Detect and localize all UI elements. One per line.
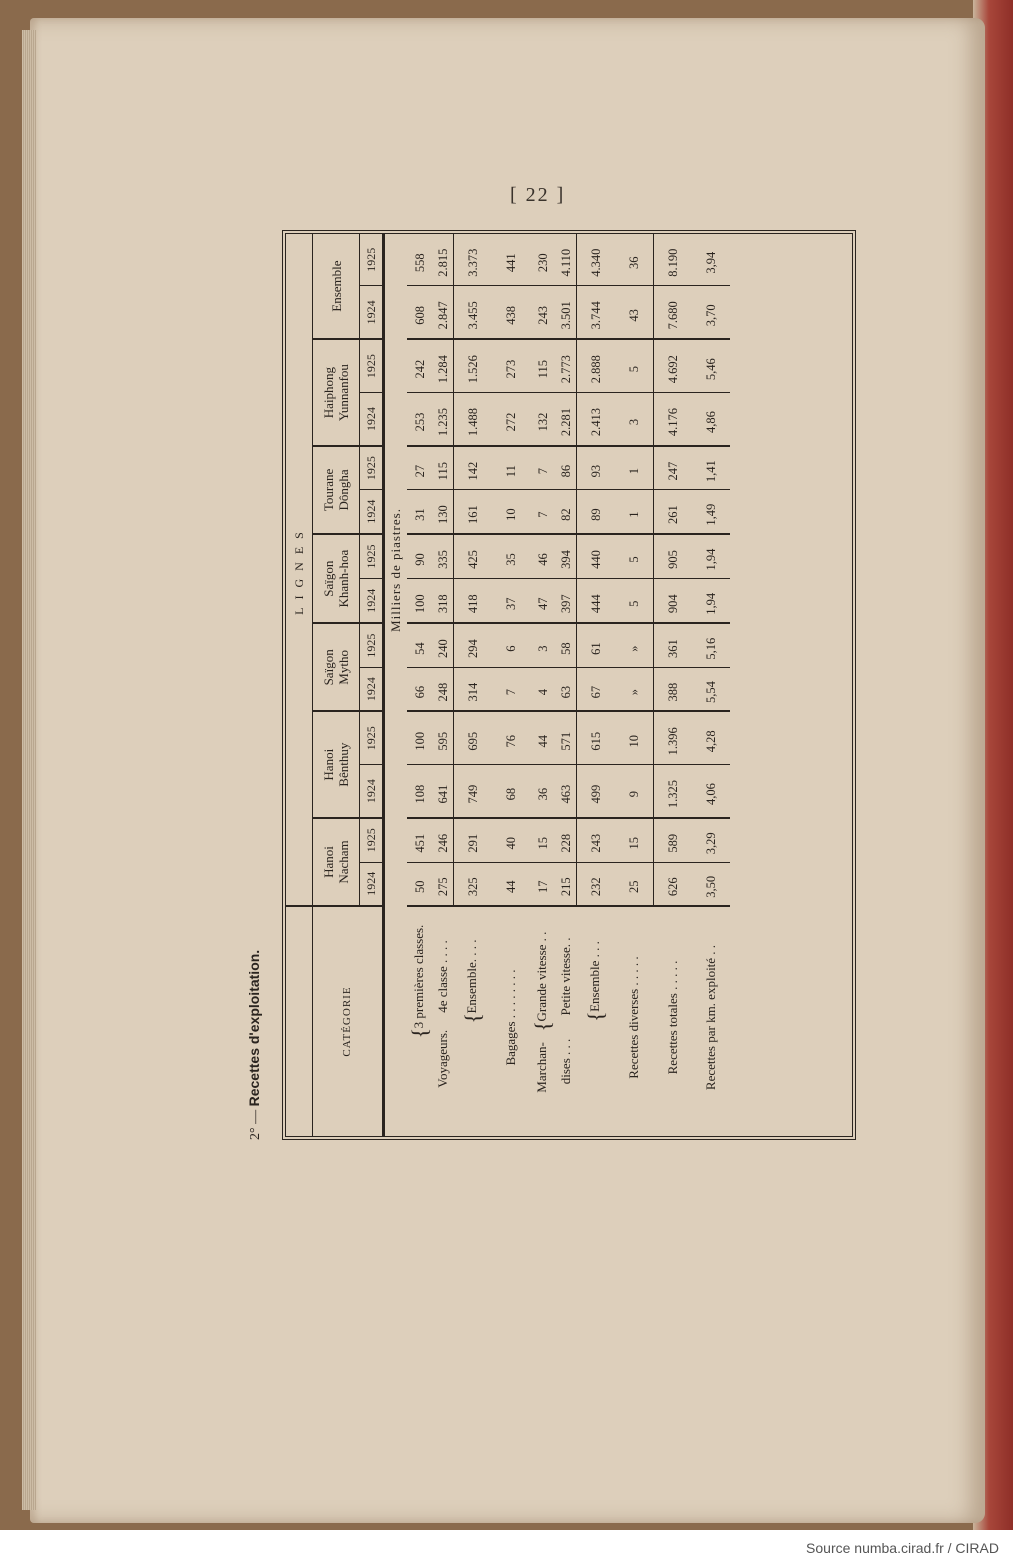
table-cell: 132	[530, 393, 556, 446]
table-cell: 425	[454, 534, 493, 579]
table-cell: 232	[577, 862, 616, 906]
table-cell: 695	[454, 711, 493, 764]
table-row: {Ensemble. . . . 325 291 749 695 314 294 418 425 161 142 1.488 1.526 3.455 3.373	[454, 234, 493, 1136]
table-cell: 2.815	[433, 234, 454, 286]
table-cell: 749	[454, 765, 493, 818]
table-cell: 1.284	[433, 339, 454, 392]
section-title: Recettes d'exploitation.	[246, 949, 262, 1107]
year-header: 1925	[360, 534, 384, 579]
table-cell: 2.888	[577, 339, 616, 392]
table-cell: 291	[454, 818, 493, 862]
table-cell: 558	[407, 234, 433, 286]
table-cell: 5,54	[692, 667, 730, 711]
table-row	[556, 234, 577, 1136]
table-cell: 142	[454, 446, 493, 490]
table-cell: 5,16	[692, 623, 730, 667]
table-cell: 44	[492, 862, 530, 906]
table-row	[692, 234, 730, 1136]
row-label: Bagages . . . . . . . .	[503, 969, 518, 1066]
table-cell: 1.396	[654, 711, 693, 764]
table-cell: 36	[615, 234, 654, 286]
year-header: 1924	[360, 579, 384, 624]
year-header: 1924	[360, 667, 384, 711]
table-cell: 7	[530, 490, 556, 534]
table-row: {3 premières classes. 50 451 108 100 66 54 100 90 31 27 253 242 608 558	[407, 234, 433, 1136]
year-header: 1925	[360, 234, 384, 286]
table-cell: 261	[654, 490, 693, 534]
table-cell: 2.773	[556, 339, 577, 392]
row-label: Recettes diverses . . . . .	[626, 956, 642, 1079]
line-header: Haiphong Yunnanfou	[313, 339, 360, 446]
table-cell: 11	[492, 446, 530, 490]
table-cell: 90	[407, 534, 433, 579]
table-cell: 438	[492, 286, 530, 339]
line-header: Ensemble	[313, 234, 360, 339]
table-cell: 25	[615, 862, 654, 906]
table-cell: 27	[407, 446, 433, 490]
table-cell: 499	[577, 765, 616, 818]
table-cell: 397	[556, 579, 577, 624]
table-row: {Ensemble . . . 232 243 499 615 67 61 444 440 89 93 2.413 2.888 3.744 4.340	[577, 234, 616, 1136]
table-cell: 15	[615, 818, 654, 862]
category-header: CATÉGORIE	[313, 906, 384, 1136]
table-cell: 10	[492, 490, 530, 534]
table-cell: 43	[615, 286, 654, 339]
row-label: Recettes par km. exploité . .	[703, 944, 718, 1091]
table-cell: 5,46	[692, 339, 730, 392]
table-cell: 58	[556, 623, 577, 667]
table-cell: 9	[615, 765, 654, 818]
table-cell: 1.235	[433, 393, 454, 446]
table-cell: 248	[433, 667, 454, 711]
table-cell: 230	[530, 234, 556, 286]
table-cell: 61	[577, 623, 616, 667]
row-label: 3 premières classes.	[410, 924, 426, 1029]
table-cell: »	[615, 667, 654, 711]
line-names-row	[313, 234, 360, 1136]
table-cell: 275	[433, 862, 454, 906]
table-cell: 595	[433, 711, 454, 764]
table-cell: 76	[492, 711, 530, 764]
year-header: 1924	[360, 490, 384, 534]
table-cell: 2.847	[433, 286, 454, 339]
table-frame	[282, 230, 856, 1140]
year-header: 1924	[360, 393, 384, 446]
table-cell: 615	[577, 711, 616, 764]
table-cell: 4.340	[577, 234, 616, 286]
line-header: Saïgon Khanh-hoa	[313, 534, 360, 623]
table-cell: 608	[407, 286, 433, 339]
table-cell: 4.110	[556, 234, 577, 286]
page-edges	[22, 30, 36, 1510]
year-header: 1924	[360, 862, 384, 906]
table-cell: 100	[407, 711, 433, 764]
table-cell: 5	[615, 534, 654, 579]
table-cell: 571	[556, 711, 577, 764]
table-cell: 8.190	[654, 234, 693, 286]
row-label: 4e classe . . . .	[435, 940, 451, 1013]
table-cell: 54	[407, 623, 433, 667]
table-cell: 5	[615, 579, 654, 624]
table-cell: 44	[530, 711, 556, 764]
table-cell: 3.501	[556, 286, 577, 339]
table-cell: 161	[454, 490, 493, 534]
table-cell: 440	[577, 534, 616, 579]
table-cell: 130	[433, 490, 454, 534]
table-cell: 3,70	[692, 286, 730, 339]
section-number: 2°	[248, 1127, 263, 1140]
table-cell: 100	[407, 579, 433, 624]
table-cell: 273	[492, 339, 530, 392]
table-cell: 451	[407, 818, 433, 862]
table-cell: 3.373	[454, 234, 493, 286]
table-cell: 4,06	[692, 765, 730, 818]
table-cell: 2.281	[556, 393, 577, 446]
table-cell: 4	[530, 667, 556, 711]
table-cell: 3,50	[692, 862, 730, 906]
table-cell: 243	[530, 286, 556, 339]
table-cell: 272	[492, 393, 530, 446]
table-cell: 4,86	[692, 393, 730, 446]
group-label: dises . . .	[558, 1038, 574, 1085]
table-cell: 46	[530, 534, 556, 579]
year-header: 1924	[360, 286, 384, 339]
row-label: Grande vitesse . .	[533, 931, 549, 1022]
table-cell: 10	[615, 711, 654, 764]
table-cell: 361	[654, 623, 693, 667]
year-header: 1925	[360, 446, 384, 490]
table-cell: 3,29	[692, 818, 730, 862]
table-cell: 641	[433, 765, 454, 818]
table-cell: 1,94	[692, 579, 730, 624]
table-cell: 1,94	[692, 534, 730, 579]
table-row	[615, 234, 654, 1136]
line-header: Saïgon Mytho	[313, 623, 360, 711]
table-cell: 3.744	[577, 286, 616, 339]
table-cell: 7	[492, 667, 530, 711]
group-label: Voyageurs.	[435, 1029, 451, 1088]
table-row	[433, 234, 454, 1136]
lines-header: LIGNES	[286, 234, 313, 906]
year-header: 1925	[360, 623, 384, 667]
table-cell: 17	[530, 862, 556, 906]
table-cell: 441	[492, 234, 530, 286]
table-cell: 7	[530, 446, 556, 490]
table-cell: 31	[407, 490, 433, 534]
table-cell: 82	[556, 490, 577, 534]
table-cell: 1	[615, 490, 654, 534]
table-cell: 7.680	[654, 286, 693, 339]
table-cell: 66	[407, 667, 433, 711]
table-cell: 1,41	[692, 446, 730, 490]
rotated-content	[210, 220, 870, 1150]
page-number: [ 22 ]	[510, 184, 566, 206]
table-cell: 444	[577, 579, 616, 624]
table-cell: 335	[433, 534, 454, 579]
line-header: Tourane Dôngha	[313, 446, 360, 534]
table-cell: 253	[407, 393, 433, 446]
table-cell: 35	[492, 534, 530, 579]
table-cell: 1,49	[692, 490, 730, 534]
table-cell: 3,94	[692, 234, 730, 286]
table-cell: 463	[556, 765, 577, 818]
table-cell: 904	[654, 579, 693, 624]
table-cell: 1.325	[654, 765, 693, 818]
section-dash: —	[248, 1109, 263, 1124]
table-cell: 5	[615, 339, 654, 392]
table-cell: 3	[530, 623, 556, 667]
table-cell: 68	[492, 765, 530, 818]
table-cell: 47	[530, 579, 556, 624]
table-cell: 3.455	[454, 286, 493, 339]
row-label: Petite vitesse. .	[558, 937, 574, 1016]
table-cell: 243	[577, 818, 616, 862]
table-cell: 50	[407, 862, 433, 906]
table-cell: 3	[615, 393, 654, 446]
table-cell: 37	[492, 579, 530, 624]
table-cell: 247	[654, 446, 693, 490]
table-cell: 4.176	[654, 393, 693, 446]
section-heading	[246, 950, 264, 1140]
source-credit: Source numba.cirad.fr / CIRAD	[806, 1540, 999, 1556]
lines-header-row	[286, 234, 313, 1136]
table-row	[654, 234, 693, 1136]
table-cell: 388	[654, 667, 693, 711]
table-cell: 86	[556, 446, 577, 490]
table-cell: 418	[454, 579, 493, 624]
row-label: Ensemble. . . .	[463, 939, 479, 1014]
table-cell: 2.413	[577, 393, 616, 446]
table-cell: 15	[530, 818, 556, 862]
table-cell: 6	[492, 623, 530, 667]
year-header: 1924	[360, 765, 384, 818]
table-cell: 589	[654, 818, 693, 862]
row-label: Recettes totales . . . . .	[664, 960, 680, 1075]
line-header: Hanoi Nacham	[313, 818, 360, 906]
table-cell: 115	[433, 446, 454, 490]
table-cell: »	[615, 623, 654, 667]
table-cell: 905	[654, 534, 693, 579]
unit-note: Milliers de piastres.	[388, 508, 403, 632]
year-header: 1925	[360, 711, 384, 764]
table-cell: 228	[556, 818, 577, 862]
row-label: Ensemble . . .	[586, 941, 602, 1012]
table-cell: 318	[433, 579, 454, 624]
table-cell: 314	[454, 667, 493, 711]
table-cell: 93	[577, 446, 616, 490]
table-cell: 626	[654, 862, 693, 906]
table-cell: 67	[577, 667, 616, 711]
receipts-table	[286, 234, 730, 1136]
line-header: Hanoi Bênthuy	[313, 711, 360, 818]
table-cell: 36	[530, 765, 556, 818]
table-cell: 242	[407, 339, 433, 392]
table-cell: 294	[454, 623, 493, 667]
table-cell: 4.692	[654, 339, 693, 392]
table-cell: 115	[530, 339, 556, 392]
table-cell: 89	[577, 490, 616, 534]
table-cell: 4,28	[692, 711, 730, 764]
table-cell: 1.526	[454, 339, 493, 392]
table-row: Marchan-{Grande vitesse . . 17 15 36 44 4 3 47 46 7 7 132 115 243 230	[530, 234, 556, 1136]
unit-row	[384, 234, 408, 1136]
year-header: 1925	[360, 339, 384, 392]
table-cell: 246	[433, 818, 454, 862]
year-header: 1925	[360, 818, 384, 862]
table-cell: 394	[556, 534, 577, 579]
group-label: Marchan-	[533, 1042, 549, 1093]
table-cell: 63	[556, 667, 577, 711]
table-row	[492, 234, 530, 1136]
table-cell: 215	[556, 862, 577, 906]
table-cell: 1	[615, 446, 654, 490]
table-cell: 1.488	[454, 393, 493, 446]
table-cell: 108	[407, 765, 433, 818]
table-cell: 325	[454, 862, 493, 906]
table-cell: 40	[492, 818, 530, 862]
table-cell: 240	[433, 623, 454, 667]
